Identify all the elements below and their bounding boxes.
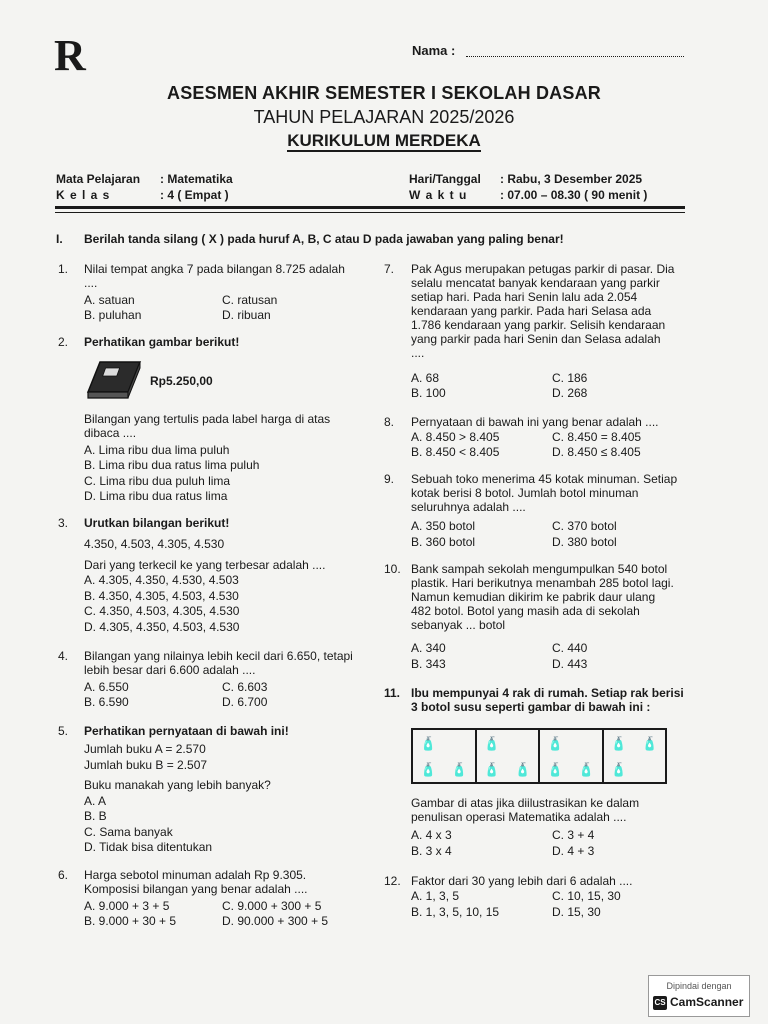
q3-number: 3. bbox=[58, 516, 69, 530]
q9-option-c[interactable]: C. 370 botol bbox=[552, 519, 617, 533]
camscanner-logo-icon: CS bbox=[653, 996, 667, 1010]
bottle-icon: 🧴 bbox=[578, 761, 595, 777]
q10-line: sebanyak ... botol bbox=[411, 618, 506, 632]
q6-line: Harga sebotol minuman adalah Rp 9.305. bbox=[84, 868, 307, 882]
q6-option-a[interactable]: A. 9.000 + 3 + 5 bbox=[84, 899, 170, 913]
q8-option-c[interactable]: C. 8.450 = 8.405 bbox=[552, 430, 642, 444]
q8-line: Pernyataan di bawah ini yang benar adalah .... bbox=[411, 415, 659, 429]
q7-option-c[interactable]: C. 186 bbox=[552, 371, 588, 385]
bottle-icon: 🧴 bbox=[610, 761, 627, 777]
q7-option-d[interactable]: D. 268 bbox=[552, 386, 588, 400]
q8-option-d[interactable]: D. 8.450 ≤ 8.405 bbox=[552, 445, 641, 459]
q2-number: 2. bbox=[58, 335, 69, 349]
q9-line: seluruhnya adalah .... bbox=[411, 500, 526, 514]
q9-option-b[interactable]: B. 360 botol bbox=[411, 535, 476, 549]
q7-option-a[interactable]: A. 68 bbox=[411, 371, 440, 385]
bottle-icon: 🧴 bbox=[547, 761, 564, 777]
shelf-diagram bbox=[411, 728, 667, 784]
shelf-cell bbox=[477, 730, 541, 782]
q4-option-a[interactable]: A. 6.550 bbox=[84, 680, 129, 694]
day-value: : Rabu, 3 Desember 2025 bbox=[500, 172, 643, 186]
q2-title: Perhatikan gambar berikut! bbox=[84, 335, 240, 349]
q2-line: Bilangan yang tertulis pada label harga di atas bbox=[84, 412, 331, 426]
q1-number: 1. bbox=[58, 262, 69, 276]
book-icon bbox=[86, 356, 142, 400]
instruction-number: I. bbox=[56, 232, 63, 246]
q7-line: kendaraan yang parkir. Pada hari Selasa ada bbox=[411, 304, 652, 318]
q3-option-b[interactable]: B. 4.350, 4.305, 4.503, 4.530 bbox=[84, 589, 239, 603]
q11-after-line: penulisan operasi Matematika adalah .... bbox=[411, 810, 627, 824]
name-label: Nama : bbox=[412, 43, 456, 58]
q11-line: Ibu mempunyai 4 rak di rumah. Setiap rak berisi bbox=[411, 686, 684, 700]
q4-text bbox=[84, 649, 353, 677]
q6-text bbox=[84, 868, 307, 896]
q8-option-a[interactable]: A. 8.450 > 8.405 bbox=[411, 430, 500, 444]
q1-option-d[interactable]: D. ribuan bbox=[222, 308, 271, 322]
q12-option-a[interactable]: A. 1, 3, 5 bbox=[411, 889, 460, 903]
q7-line: .... bbox=[411, 346, 425, 360]
scanner-line2: CamScanner bbox=[670, 995, 744, 1009]
q2-text bbox=[84, 412, 330, 440]
q6-line: Komposisi bilangan yang benar adalah .... bbox=[84, 882, 308, 896]
q11-option-c[interactable]: C. 3 + 4 bbox=[552, 828, 595, 842]
q7-text bbox=[411, 262, 674, 360]
q5-line: Jumlah buku B = 2.507 bbox=[84, 758, 208, 772]
q10-line: plastik. Hari berikutnya menambah 285 botol lagi. bbox=[411, 576, 674, 590]
subject-value: : Matematika bbox=[160, 172, 233, 186]
q1-line: Nilai tempat angka 7 pada bilangan 8.725 adalah bbox=[84, 262, 345, 276]
bottle-icon: 🧴 bbox=[610, 735, 627, 751]
time-label: W a k t u bbox=[409, 188, 468, 202]
q11-text bbox=[411, 686, 684, 714]
class-value: : 4 ( Empat ) bbox=[160, 188, 229, 202]
q7-option-b[interactable]: B. 100 bbox=[411, 386, 446, 400]
q4-number: 4. bbox=[58, 649, 69, 663]
name-field-line[interactable] bbox=[466, 56, 684, 57]
q9-line: kotak berisi 8 botol. Jumlah botol minuman bbox=[411, 486, 639, 500]
q12-number: 12. bbox=[384, 874, 401, 888]
q12-option-c[interactable]: C. 10, 15, 30 bbox=[552, 889, 621, 903]
q11-option-a[interactable]: A. 4 x 3 bbox=[411, 828, 452, 842]
q7-line: Pak Agus merupakan petugas parkir di pasar. Dia bbox=[411, 262, 675, 276]
bottle-icon: 🧴 bbox=[514, 761, 531, 777]
q9-option-a[interactable]: A. 350 botol bbox=[411, 519, 476, 533]
q3-title: Urutkan bilangan berikut! bbox=[84, 516, 230, 530]
q1-line: .... bbox=[84, 276, 98, 290]
bottle-icon: 🧴 bbox=[547, 735, 564, 751]
q10-line: Bank sampah sekolah mengumpulkan 540 botol bbox=[411, 562, 668, 576]
q4-line: lebih besar dari 6.600 adalah .... bbox=[84, 663, 256, 677]
q10-number: 10. bbox=[384, 562, 401, 576]
time-value: : 07.00 – 08.30 ( 90 menit ) bbox=[500, 188, 648, 202]
bottle-icon: 🧴 bbox=[641, 735, 658, 751]
q4-option-b[interactable]: B. 6.590 bbox=[84, 695, 129, 709]
q7-line: selalu mencatat banyak kendaraan yang parkir bbox=[411, 276, 660, 290]
q2-line: dibaca .... bbox=[84, 426, 137, 440]
logo-letter: R bbox=[54, 31, 86, 80]
q9-number: 9. bbox=[384, 472, 395, 486]
q7-number: 7. bbox=[384, 262, 395, 276]
q12-option-b[interactable]: B. 1, 3, 5, 10, 15 bbox=[411, 905, 500, 919]
q8-number: 8. bbox=[384, 415, 395, 429]
bottle-icon: 🧴 bbox=[483, 761, 500, 777]
curriculum-title bbox=[0, 131, 768, 151]
q1-option-a[interactable]: A. satuan bbox=[84, 293, 135, 307]
q5-option-d[interactable]: D. Tidak bisa ditentukan bbox=[84, 840, 213, 854]
q5-title: Perhatikan pernyataan di bawah ini! bbox=[84, 724, 289, 738]
divider-thick bbox=[55, 206, 685, 209]
q3-numbers: 4.350, 4.503, 4.305, 4.530 bbox=[84, 537, 225, 551]
q2-option-d[interactable]: D. Lima ribu dua ratus lima bbox=[84, 489, 228, 503]
q10-line: 482 botol. Botol yang masih ada di sekolah bbox=[411, 604, 640, 618]
q3-question: Dari yang terkecil ke yang terbesar adalah .... bbox=[84, 558, 326, 572]
q1-option-c[interactable]: C. ratusan bbox=[222, 293, 278, 307]
q10-option-c[interactable]: C. 440 bbox=[552, 641, 588, 655]
bottle-icon: 🧴 bbox=[420, 761, 437, 777]
q1-text bbox=[84, 262, 345, 290]
q4-option-d[interactable]: D. 6.700 bbox=[222, 695, 268, 709]
q2-option-a[interactable]: A. Lima ribu dua lima puluh bbox=[84, 443, 230, 457]
shelf-cell bbox=[540, 730, 604, 782]
q7-line: setiap hari. Pada hari Senin lalu ada 2.054 bbox=[411, 290, 638, 304]
q5-line: Buku manakah yang lebih banyak? bbox=[84, 778, 271, 792]
day-label: Hari/Tanggal bbox=[409, 172, 481, 186]
q7-line: 1.786 kendaraan yang parkir. Selisih kendaraan bbox=[411, 318, 666, 332]
q10-text bbox=[411, 562, 674, 632]
q5-option-c[interactable]: C. Sama banyak bbox=[84, 825, 173, 839]
exam-title: ASESMEN AKHIR SEMESTER I SEKOLAH DASAR bbox=[167, 83, 601, 103]
q11-after-text bbox=[411, 796, 639, 824]
q3-option-d[interactable]: D. 4.305, 4.350, 4.503, 4.530 bbox=[84, 620, 240, 634]
q6-option-c[interactable]: C. 9.000 + 300 + 5 bbox=[222, 899, 322, 913]
q11-after-line: Gambar di atas jika diilustrasikan ke dalam bbox=[411, 796, 640, 810]
q3-option-c[interactable]: C. 4.350, 4.503, 4.305, 4.530 bbox=[84, 604, 240, 618]
q11-option-d[interactable]: D. 4 + 3 bbox=[552, 844, 595, 858]
bottle-icon: 🧴 bbox=[451, 761, 468, 777]
curriculum-title-text: KURIKULUM MERDEKA bbox=[287, 131, 481, 150]
q5-number: 5. bbox=[58, 724, 69, 738]
q11-line: 3 botol susu seperti gambar di bawah ini : bbox=[411, 700, 651, 714]
q10-option-b[interactable]: B. 343 bbox=[411, 657, 446, 671]
q6-option-d[interactable]: D. 90.000 + 300 + 5 bbox=[222, 914, 329, 928]
q4-line: Bilangan yang nilainya lebih kecil dari 6.650, tetapi bbox=[84, 649, 353, 663]
shelf-cell bbox=[604, 730, 666, 782]
q12-line: Faktor dari 30 yang lebih dari 6 adalah .... bbox=[411, 874, 633, 888]
q1-option-b[interactable]: B. puluhan bbox=[84, 308, 142, 322]
q9-line: Sebuah toko menerima 45 kotak minuman. Setiap bbox=[411, 472, 678, 486]
q9-text bbox=[411, 472, 677, 514]
q3-option-a[interactable]: A. 4.305, 4.350, 4.530, 4.503 bbox=[84, 573, 239, 587]
q2-price-label: Rp5.250,00 bbox=[150, 374, 213, 388]
q10-option-a[interactable]: A. 340 bbox=[411, 641, 446, 655]
bottle-icon: 🧴 bbox=[420, 735, 437, 751]
scanner-line1: Dipindai dengan bbox=[666, 981, 732, 991]
q10-option-d[interactable]: D. 443 bbox=[552, 657, 588, 671]
q7-line: yang parkir pada hari Senin dan Selasa adalah bbox=[411, 332, 661, 346]
q10-line: Namun kemudian dikirim ke pabrik daur ulang bbox=[411, 590, 656, 604]
instruction-text: Berilah tanda silang ( X ) pada huruf A, B, C atau D pada jawaban yang paling benar! bbox=[84, 232, 564, 246]
q6-number: 6. bbox=[58, 868, 69, 882]
q2-option-c[interactable]: C. Lima ribu dua puluh lima bbox=[84, 474, 231, 488]
q12-option-d[interactable]: D. 15, 30 bbox=[552, 905, 601, 919]
divider-thin bbox=[55, 212, 685, 213]
subject-label: Mata Pelajaran bbox=[56, 172, 141, 186]
q8-option-b[interactable]: B. 8.450 < 8.405 bbox=[411, 445, 500, 459]
shelf-cell bbox=[413, 730, 477, 782]
camscanner-watermark bbox=[648, 975, 750, 1017]
q5-option-b[interactable]: B. B bbox=[84, 809, 107, 823]
q9-option-d[interactable]: D. 380 botol bbox=[552, 535, 617, 549]
exam-year: TAHUN PELAJARAN 2025/2026 bbox=[253, 107, 515, 127]
q5-option-a[interactable]: A. A bbox=[84, 794, 107, 808]
q2-option-b[interactable]: B. Lima ribu dua ratus lima puluh bbox=[84, 458, 260, 472]
q11-number: 11. bbox=[384, 686, 401, 700]
q6-option-b[interactable]: B. 9.000 + 30 + 5 bbox=[84, 914, 177, 928]
class-label: K e l a s bbox=[56, 188, 111, 202]
bottle-icon: 🧴 bbox=[483, 735, 500, 751]
q4-option-c[interactable]: C. 6.603 bbox=[222, 680, 268, 694]
q11-option-b[interactable]: B. 3 x 4 bbox=[411, 844, 452, 858]
q5-line: Jumlah buku A = 2.570 bbox=[84, 742, 206, 756]
